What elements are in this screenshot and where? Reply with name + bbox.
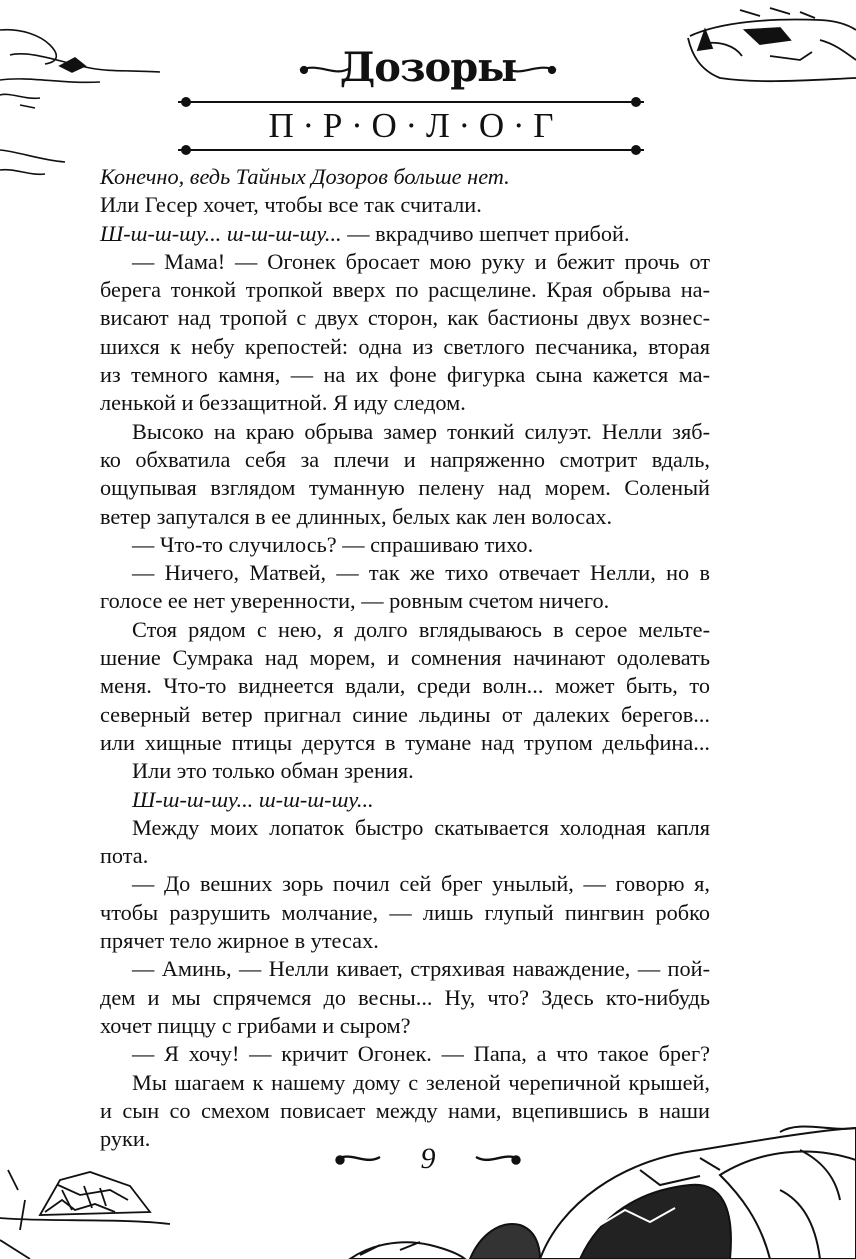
text-line: Стоя рядом с нею, я долго вглядываюсь в серое мельте- (132, 616, 710, 642)
text-line: — Я хочу! — кричит Огонек. — Папа, а что такое брег? (132, 1041, 710, 1067)
text-line: — Мама! — Огонек бросает мою руку и бежит прочь от (132, 248, 710, 274)
text-line: Или Гесер хочет, чтобы все так считали. (100, 192, 482, 218)
series-logo (300, 42, 556, 98)
text-line: — Ничего, Матвей, — так же тихо отвечает Нелли, но в (132, 560, 710, 586)
page-number (330, 1140, 526, 1180)
text-line: Ш-ш-ш-шу... ш-ш-ш-шу... (132, 786, 374, 812)
text-line (100, 220, 710, 248)
text-line: северный ветер пригнал синие льдины от далеких берегов... (100, 701, 710, 727)
text-line: или хищные птицы дерутся в тумане над трупом дельфина... (100, 729, 710, 755)
text-line: ветер запутался в ее длинных, белых как лен волосах. (100, 503, 613, 529)
text-line: Конечно, ведь Тайных Дозоров больше нет. (100, 164, 510, 189)
text-line: из темного камня, — на их фоне фигурка сына кажется ма- (100, 362, 710, 388)
text-line: дем и мы спрячемся до весны... Ну, что? Здесь кто-нибудь (100, 984, 710, 1010)
text-line: висают над тропой с двух сторон, как бастионы двух вознес- (100, 305, 710, 331)
text-line: ленькой и беззащитной. Я иду следом. (100, 390, 466, 416)
text-line: ощупывая взглядом туманную пелену над морем. Соленый (100, 475, 710, 501)
top-right-sketch (688, 8, 856, 81)
page-number-text: 9 (420, 1142, 436, 1175)
chapter-heading: П · Р · О · Л · О · Г (268, 106, 554, 145)
text-line: голосе ее нет уверенности, — ровным счетом ничего. (100, 588, 610, 614)
text-line: шихся к небу крепостей: одна из светлого песчаника, вторая (100, 333, 710, 359)
text-line-italic-part: Ш-ш-ш-шу... ш-ш-ш-шу... (100, 220, 342, 246)
text-line: хочет пиццу с грибами и сыром? (100, 1012, 411, 1038)
text-line: и сын со смехом повисает между нами, вцепившись в наши (100, 1097, 710, 1123)
text-line: шение Сумрака над морем, и сомнения начинают одолевать (100, 645, 710, 671)
text-line: руки. (100, 1126, 151, 1152)
text-line: Мы шагаем к нашему дому с зеленой черепичной крышей, (132, 1069, 710, 1095)
series-logo-text: Дозоры (339, 44, 517, 91)
bottom-left-rocks (0, 1170, 170, 1259)
text-line: — Аминь, — Нелли кивает, стряхивая наваждение, — пой- (132, 956, 710, 982)
top-left-sketch (0, 30, 160, 175)
text-line: ко обхватила себя за плечи и напряженно смотрит вдаль, (100, 446, 710, 472)
text-line: берега тонкой тропкой вверх по расщелине. Края обрыва на- (100, 277, 710, 303)
text-line-regular-part: — вкрадчиво шепчет прибой. (341, 220, 630, 246)
text-line: прячет тело жирное в утесах. (100, 928, 379, 954)
text-line: — До вешних зорь почил сей брег унылый, — говорю я, (132, 871, 710, 897)
text-line: чтобы разрушить молчание, — лишь глупый пингвин робко (100, 899, 710, 925)
text-line: — Что-то случилось? — спрашиваю тихо. (132, 531, 534, 557)
text-line: Или это только обман зрения. (132, 758, 414, 784)
text-line: Между моих лопаток быстро скатывается холодная капля (132, 814, 710, 840)
text-line: пота. (100, 843, 149, 869)
body-text (100, 163, 710, 1153)
text-line: Высоко на краю обрыва замер тонкий силуэт. Нелли зяб- (132, 418, 710, 444)
text-line: меня. Что-то виднеется вдали, среди волн... может быть, то (100, 673, 710, 699)
